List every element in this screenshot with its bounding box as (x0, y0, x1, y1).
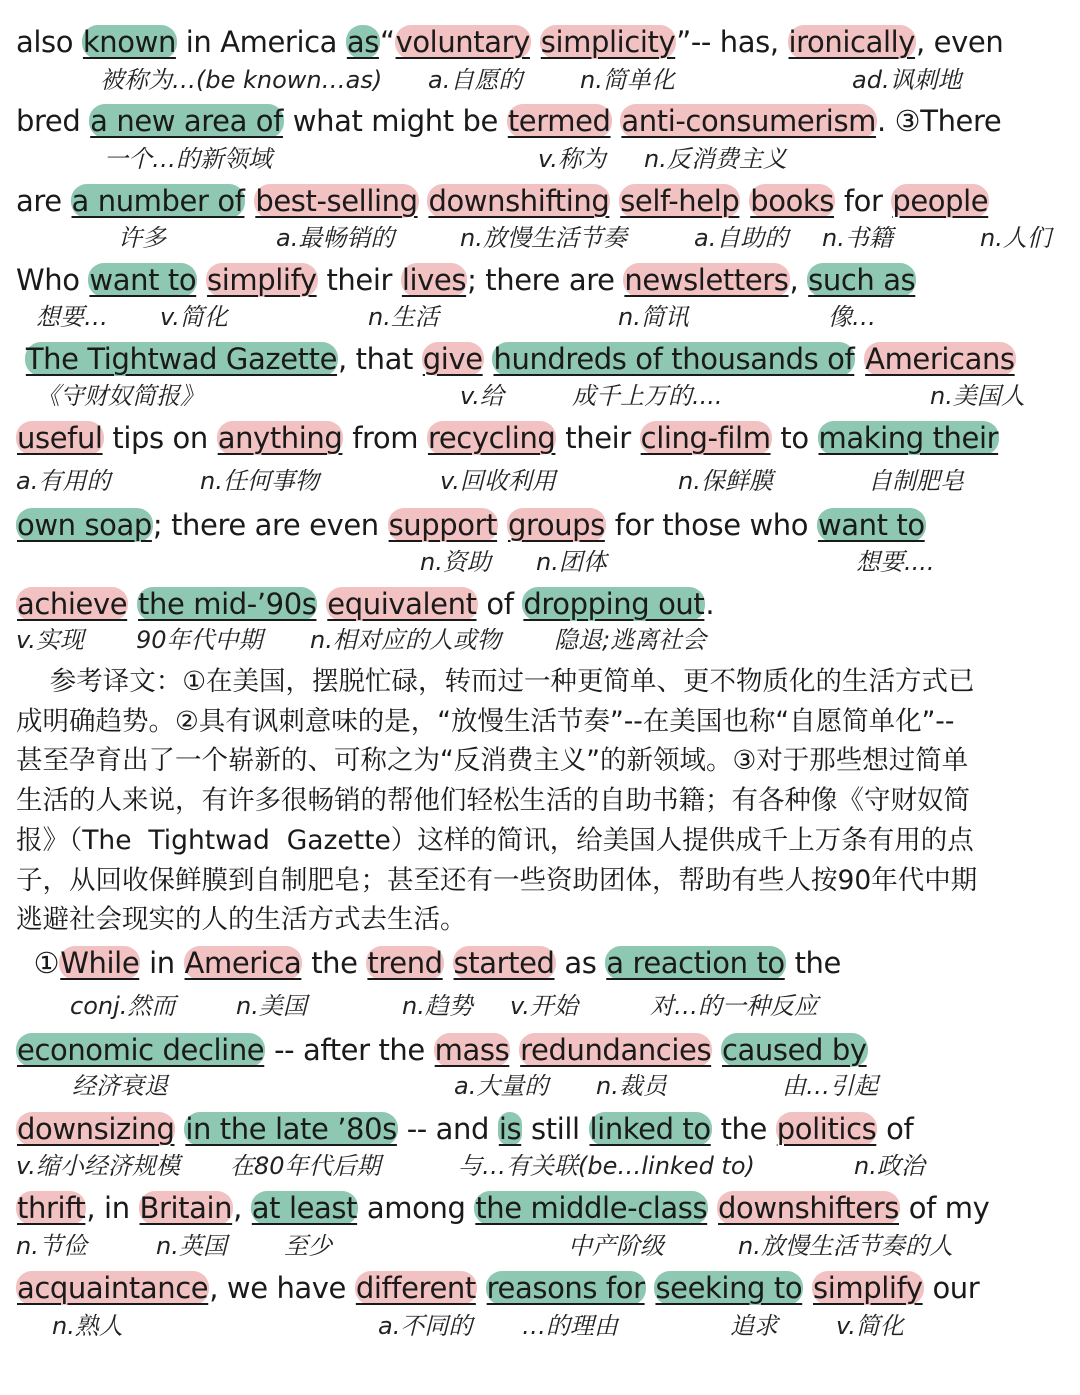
plain-text: “ (379, 25, 395, 59)
gloss-line (0, 1310, 1080, 1342)
gloss-annotation: a.不同的 (378, 1312, 473, 1340)
gloss-annotation: 《守财奴简报》 (36, 382, 204, 410)
gloss-line (0, 1150, 1080, 1182)
gloss-annotation: v.缩小经济规模 (16, 1152, 180, 1180)
gloss-annotation: 隐退;逃离社会 (554, 626, 707, 654)
plain-text (175, 1112, 184, 1146)
plain-text (498, 508, 507, 542)
highlighted-phrase: the middle-class (475, 1191, 708, 1225)
plain-text: of (877, 1112, 914, 1146)
gloss-annotation: …的理由 (522, 1312, 618, 1340)
gloss-line (0, 1230, 1080, 1262)
highlighted-word: acquaintance (17, 1271, 209, 1305)
gloss-line (0, 465, 1080, 497)
plain-text (444, 946, 453, 980)
gloss-annotation: n.美国人 (930, 382, 1025, 410)
highlighted-phrase: in the late ’80s (185, 1112, 397, 1146)
translation-line: 子，从回收保鲜膜到自制肥皂；甚至还有一些资助团体，帮助有些人按90年代中期 (16, 864, 978, 896)
english-line (16, 181, 989, 221)
plain-text: from (343, 421, 427, 455)
gloss-annotation: ad.讽刺地 (852, 66, 962, 94)
english-line (16, 505, 926, 545)
plain-text: are (16, 184, 71, 218)
gloss-annotation: 被称为…(be known…as) (100, 66, 383, 94)
highlighted-word: termed (507, 104, 611, 138)
highlighted-phrase: want to (817, 508, 925, 542)
gloss-annotation: 自制肥皂 (868, 467, 964, 495)
highlighted-word: mass (434, 1033, 510, 1067)
highlighted-phrase: the mid-’90s (138, 587, 317, 621)
gloss-annotation: 像… (828, 303, 876, 331)
gloss-annotation: v.开始 (510, 992, 578, 1020)
highlighted-phrase: want to (89, 263, 197, 297)
highlighted-word: groups (507, 508, 605, 542)
translation-line: 甚至孕育出了一个崭新的、可称之为“反消费主义”的新领域。③对于那些想过简单 (16, 745, 969, 777)
plain-text (855, 342, 864, 376)
gloss-line (0, 143, 1080, 175)
plain-text: ; there are (467, 263, 624, 297)
highlighted-word: downshifting (428, 184, 610, 218)
gloss-annotation: 想要.... (856, 548, 935, 576)
gloss-annotation: n.趋势 (402, 992, 473, 1020)
highlighted-word: recycling (427, 421, 556, 455)
highlighted-word: thrift (17, 1191, 86, 1225)
english-line (16, 1030, 868, 1070)
highlighted-word: cling-film (640, 421, 771, 455)
gloss-annotation: a.有用的 (16, 467, 111, 495)
gloss-annotation: 对…的一种反应 (650, 992, 818, 1020)
translation-line: 成明确趋势。②具有讽刺意味的是，“放慢生活节奏”--在美国也称“自愿简单化”-- (16, 705, 955, 737)
plain-text: their (317, 263, 401, 297)
gloss-line (0, 380, 1080, 412)
highlighted-phrase: a reaction to (606, 946, 785, 980)
highlighted-phrase: caused by (721, 1033, 867, 1067)
gloss-annotation: 90年代中期 (136, 626, 263, 654)
plain-text: what might be (283, 104, 507, 138)
english-line (16, 1188, 989, 1228)
plain-text (708, 1191, 717, 1225)
gloss-annotation: v.回收利用 (440, 467, 556, 495)
plain-text (197, 263, 206, 297)
plain-text (317, 587, 326, 621)
gloss-line (0, 546, 1080, 578)
english-line (16, 260, 916, 300)
gloss-annotation: 经济衰退 (72, 1072, 168, 1100)
plain-text (531, 25, 540, 59)
gloss-annotation: 由…引起 (782, 1072, 878, 1100)
gloss-line (0, 1070, 1080, 1102)
gloss-line (0, 990, 1080, 1022)
plain-text: bred (16, 104, 90, 138)
plain-text (803, 1271, 812, 1305)
gloss-annotation: n.资助 (420, 548, 491, 576)
plain-text (610, 184, 619, 218)
plain-text: of my (899, 1191, 990, 1225)
english-line (16, 418, 999, 458)
gloss-annotation: 与…有关联(be…linked to) (458, 1152, 755, 1180)
gloss-annotation: 想要… (36, 303, 108, 331)
highlighted-word: different (355, 1271, 476, 1305)
gloss-annotation: a.最畅销的 (276, 224, 395, 252)
gloss-annotation: n.相对应的人或物 (310, 626, 501, 654)
plain-text: . (705, 587, 715, 621)
highlighted-word: books (750, 184, 835, 218)
plain-text: , in (86, 1191, 139, 1225)
highlighted-word: simplify (813, 1271, 923, 1305)
plain-text: the (785, 946, 841, 980)
plain-text (128, 587, 137, 621)
gloss-annotation: n.节俭 (16, 1232, 87, 1260)
gloss-annotation: n.放慢生活节奏 (460, 224, 627, 252)
gloss-line (0, 624, 1080, 656)
highlighted-word: ironically (788, 25, 916, 59)
plain-text: in America (176, 25, 346, 59)
gloss-annotation: 成千上万的.... (572, 382, 723, 410)
highlighted-word: anything (217, 421, 343, 455)
plain-text: ; there are even (152, 508, 388, 542)
highlighted-phrase: such as (808, 263, 916, 297)
english-line (16, 101, 1001, 141)
translation-line: 参考译文：①在美国，摆脱忙碌，转而过一种更简单、更不物质化的生活方式已 (16, 666, 975, 697)
gloss-annotation: n.裁员 (596, 1072, 667, 1100)
plain-text: our (923, 1271, 980, 1305)
highlighted-word: equivalent (327, 587, 477, 621)
highlighted-word: redundancies (520, 1033, 712, 1067)
reference-translation (16, 662, 1062, 940)
highlighted-phrase: hundreds of thousands of (493, 342, 855, 376)
gloss-annotation: n.政治 (854, 1152, 925, 1180)
plain-text: Who (16, 263, 89, 297)
english-line (16, 943, 841, 983)
plain-text: as (555, 946, 606, 980)
highlighted-word: useful (17, 421, 103, 455)
plain-text: the (302, 946, 367, 980)
gloss-annotation: v.称为 (538, 145, 606, 173)
gloss-line (0, 301, 1080, 333)
gloss-annotation: n.反消费主义 (644, 145, 787, 173)
plain-text: , (789, 263, 808, 297)
plain-text: for (835, 184, 892, 218)
gloss-annotation: n.英国 (156, 1232, 227, 1260)
plain-text: to (771, 421, 818, 455)
highlighted-word: newsletters (624, 263, 789, 297)
highlighted-word: Britain (139, 1191, 233, 1225)
gloss-annotation: n.熟人 (52, 1312, 123, 1340)
plain-text: tips on (103, 421, 217, 455)
highlighted-phrase: is (498, 1112, 522, 1146)
gloss-annotation: 许多 (118, 224, 166, 252)
plain-text: , that (338, 342, 422, 376)
highlighted-word: trend (367, 946, 443, 980)
gloss-annotation: n.任何事物 (200, 467, 319, 495)
gloss-annotation: n.保鲜膜 (678, 467, 773, 495)
highlighted-phrase: a number of (71, 184, 245, 218)
plain-text: . ③There (877, 104, 1002, 138)
gloss-annotation: 一个…的新领域 (104, 145, 272, 173)
plain-text (712, 1033, 721, 1067)
gloss-annotation: a.大量的 (454, 1072, 549, 1100)
highlighted-word: started (453, 946, 555, 980)
gloss-annotation: a.自助的 (694, 224, 789, 252)
plain-text: , (233, 1191, 251, 1225)
gloss-line (0, 222, 1080, 254)
highlighted-word: While (60, 946, 140, 980)
plain-text: ① (16, 946, 60, 980)
highlighted-phrase: dropping out (523, 587, 705, 621)
plain-text: their (556, 421, 640, 455)
highlighted-phrase: as (346, 25, 379, 59)
highlighted-phrase: linked to (589, 1112, 711, 1146)
plain-text: of (477, 587, 523, 621)
gloss-annotation: n.简讯 (618, 303, 689, 331)
highlighted-word: self-help (620, 184, 740, 218)
plain-text: in (140, 946, 184, 980)
plain-text (477, 1271, 486, 1305)
plain-text: still (522, 1112, 589, 1146)
plain-text: , even (916, 25, 1004, 59)
highlighted-word: simplicity (540, 25, 676, 59)
plain-text: , we have (209, 1271, 355, 1305)
gloss-annotation: v.简化 (836, 1312, 904, 1340)
highlighted-phrase: at least (251, 1191, 358, 1225)
gloss-annotation: n.美国 (236, 992, 307, 1020)
gloss-annotation: n.简单化 (580, 66, 675, 94)
highlighted-phrase: making their (818, 421, 999, 455)
gloss-annotation: n.团体 (536, 548, 607, 576)
highlighted-word: achieve (17, 587, 128, 621)
plain-text: also (16, 25, 82, 59)
gloss-annotation: 追求 (730, 1312, 778, 1340)
highlighted-word: best-selling (255, 184, 418, 218)
highlighted-word: downshifters (718, 1191, 899, 1225)
plain-text: among (358, 1191, 475, 1225)
highlighted-phrase: a new area of (90, 104, 283, 138)
highlighted-word: America (184, 946, 302, 980)
highlighted-phrase: The Tightwad Gazette (25, 342, 338, 376)
plain-text (740, 184, 749, 218)
plain-text: -- after the (265, 1033, 434, 1067)
english-line (16, 339, 1016, 379)
gloss-annotation: v.给 (460, 382, 504, 410)
highlighted-phrase: own soap (17, 508, 152, 542)
gloss-annotation: 在80年代后期 (230, 1152, 381, 1180)
plain-text: -- and (397, 1112, 498, 1146)
highlighted-phrase: seeking to (655, 1271, 803, 1305)
gloss-annotation: conj.然而 (70, 992, 176, 1020)
highlighted-phrase: known (82, 25, 176, 59)
gloss-annotation: n.生活 (368, 303, 439, 331)
highlighted-word: give (422, 342, 483, 376)
highlighted-word: Americans (865, 342, 1015, 376)
gloss-annotation: v.简化 (160, 303, 228, 331)
highlighted-word: voluntary (395, 25, 530, 59)
english-line (16, 22, 1003, 62)
translation-line: 逃避社会现实的人的生活方式去生活。 (16, 904, 467, 936)
highlighted-word: downsizing (17, 1112, 175, 1146)
gloss-annotation: v.实现 (16, 626, 84, 654)
plain-text: for those who (605, 508, 817, 542)
highlighted-word: lives (401, 263, 467, 297)
plain-text (16, 342, 25, 376)
translation-line: 报》（The Tightwad Gazette）这样的简讯，给美国人提供成千上万条有用的点 (16, 824, 974, 856)
highlighted-word: simplify (207, 263, 317, 297)
gloss-line (0, 64, 1080, 96)
gloss-annotation: 中产阶级 (568, 1232, 664, 1260)
gloss-annotation: n.人们 (980, 224, 1051, 252)
english-line (16, 1109, 913, 1149)
highlighted-word: anti-consumerism (621, 104, 877, 138)
plain-text (510, 1033, 519, 1067)
highlighted-word: people (892, 184, 989, 218)
english-line (16, 1268, 979, 1308)
english-line (16, 584, 714, 624)
gloss-annotation: 至少 (284, 1232, 332, 1260)
plain-text (245, 184, 254, 218)
highlighted-phrase: reasons for (486, 1271, 645, 1305)
gloss-annotation: n.书籍 (822, 224, 893, 252)
highlighted-phrase: economic decline (17, 1033, 265, 1067)
translation-line: 生活的人来说，有许多很畅销的帮他们轻松生活的自助书籍；有各种像《守财奴简 (16, 785, 970, 817)
gloss-annotation: n.放慢生活节奏的人 (738, 1232, 953, 1260)
gloss-annotation: a.自愿的 (428, 66, 523, 94)
plain-text: ”-- has, (676, 25, 788, 59)
highlighted-word: support (388, 508, 498, 542)
plain-text: the (711, 1112, 776, 1146)
highlighted-word: politics (776, 1112, 877, 1146)
